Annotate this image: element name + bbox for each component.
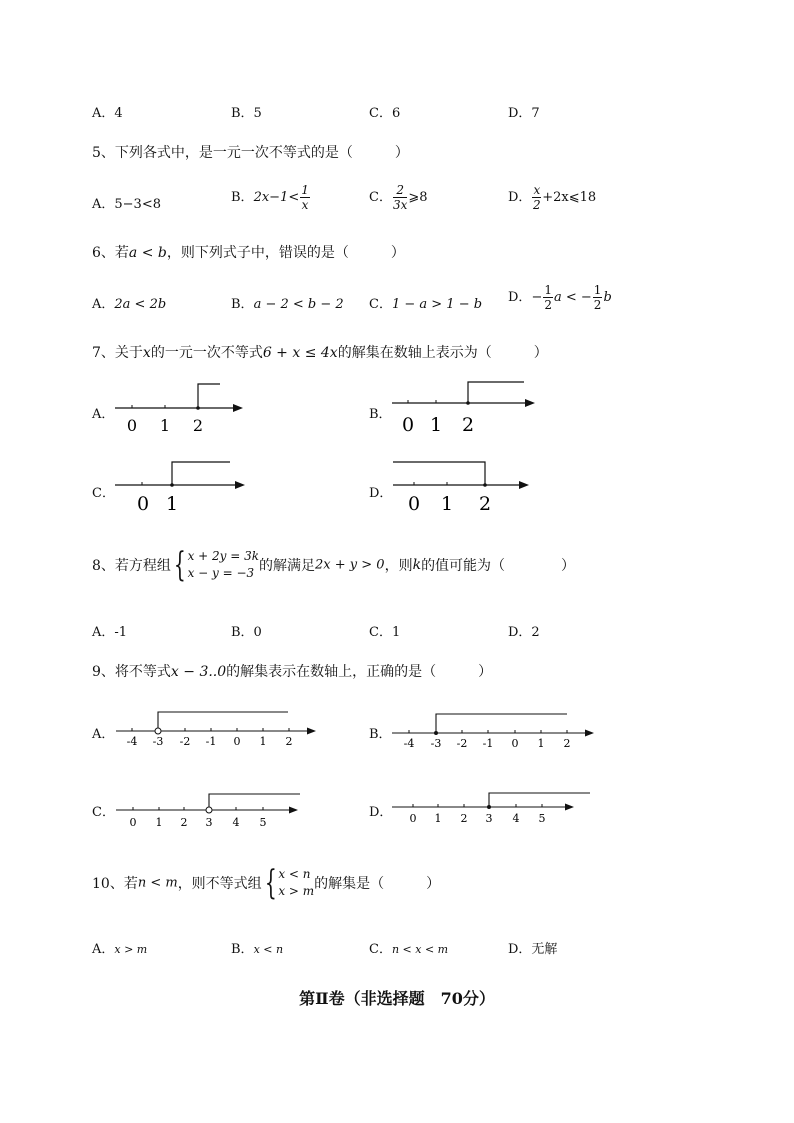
q7-stem: [92, 342, 548, 362]
q10-stem: [92, 863, 441, 903]
tick-label: 1: [165, 493, 179, 515]
q8-option-d: D．2: [508, 625, 540, 640]
q7-option-c-label: C．: [92, 486, 115, 501]
option-label: B．: [231, 942, 254, 957]
q7-number-line-c: [112, 456, 252, 516]
tick-label: 1: [155, 816, 163, 829]
option-label: B．: [231, 297, 254, 312]
option-label: A．: [92, 297, 115, 312]
q8-option-b: B．0: [231, 625, 262, 640]
fraction: [300, 184, 310, 211]
q5-option-b: [231, 184, 311, 211]
q10-option-b: [231, 938, 283, 957]
q8-option-c: C．1: [369, 625, 401, 640]
stem-expression: a < b: [128, 245, 167, 261]
tick-label: 2: [192, 416, 204, 435]
tick-label: 0: [233, 735, 241, 748]
option-label: C．: [369, 190, 392, 205]
fraction: [532, 184, 541, 211]
stem-text: 的解集表示在数轴上，正确的是（ ）: [226, 664, 493, 680]
tick-label: 2: [461, 414, 475, 436]
q10-option-d: D．无解: [508, 942, 558, 957]
stem-text: 的解集是（ ）: [314, 876, 441, 892]
q7-option-b-label: B．: [369, 407, 392, 422]
tick-label: -1: [205, 735, 217, 748]
tick-label: 2: [180, 816, 188, 829]
inequality: x < n: [278, 867, 311, 881]
stem-expression: x − 3..0: [170, 664, 227, 680]
stem-variable: k: [412, 557, 422, 573]
q9-number-line-d: [390, 788, 595, 832]
tick-label: -4: [403, 737, 415, 750]
tick-label: 1: [259, 735, 267, 748]
expression: +2x⩽18: [542, 190, 597, 205]
q9-stem: [92, 661, 492, 681]
q9-number-line-c: [112, 788, 312, 832]
stem-text: 的一元一次不等式: [150, 345, 263, 361]
tick-label: -3: [430, 737, 442, 750]
option-label: C．: [369, 297, 392, 312]
option-label: D．: [508, 290, 532, 305]
inequality: x > m: [278, 884, 315, 898]
tick-label: 0: [511, 737, 519, 750]
stem-text: 10、若: [92, 876, 138, 892]
q9-option-a-label: A．: [92, 727, 115, 742]
brace-icon: {: [264, 863, 277, 903]
q10-option-c: [369, 938, 448, 957]
denominator: 2: [593, 298, 602, 312]
q10-option-a: [92, 938, 147, 957]
expression: ⩾8: [408, 190, 428, 205]
q5-option-c: [369, 184, 428, 211]
inequality-system: [278, 866, 314, 900]
tick-label: 1: [159, 416, 171, 435]
tick-label: 0: [401, 414, 415, 436]
stem-text: 的值可能为（ ）: [421, 558, 576, 574]
q6-option-d: [508, 284, 612, 311]
q9-option-d-label: D．: [369, 805, 393, 820]
option-label: B．: [231, 190, 254, 205]
tick-label: 1: [537, 737, 545, 750]
q5-option-a: A．5−3<8: [92, 197, 161, 212]
q4-option-a: A．4: [92, 106, 123, 121]
numerator: 1: [593, 283, 602, 297]
q4-option-b: B．5: [231, 106, 262, 121]
denominator: 2: [544, 298, 552, 312]
tick-label: 5: [259, 816, 267, 829]
expression: x > m: [114, 943, 148, 956]
stem-expression: 6 + x ≤ 4x: [262, 345, 338, 361]
tick-label: 2: [460, 812, 468, 825]
tick-label: 4: [232, 816, 240, 829]
numerator: 2: [393, 184, 407, 198]
tick-label: 4: [512, 812, 520, 825]
tick-label: 2: [478, 493, 492, 515]
numerator: x: [533, 183, 541, 197]
expression: b: [603, 290, 612, 305]
q7-option-a-label: A．: [92, 407, 115, 422]
fraction: [543, 284, 553, 311]
stem-text: ，则不等式组: [177, 876, 262, 892]
expression: n < x < m: [391, 943, 449, 956]
equation: x − y = −3: [187, 566, 255, 580]
stem-text: ，则: [384, 558, 413, 574]
denominator: x: [301, 198, 309, 212]
numerator: 1: [301, 183, 309, 197]
q6-option-b: [231, 293, 344, 312]
q8-option-a: A．-1: [92, 625, 128, 640]
stem-text: 的解集在数轴上表示为（ ）: [337, 345, 548, 361]
option-label: D．: [508, 190, 532, 205]
tick-label: 0: [407, 493, 421, 515]
stem-text: 9、将不等式: [92, 664, 171, 680]
fraction: [593, 284, 603, 311]
stem-expression: 2x + y > 0: [315, 557, 385, 573]
q8-stem: [92, 545, 576, 585]
q9-option-b-label: B．: [369, 727, 392, 742]
q9-number-line-a: [112, 706, 322, 750]
equation-system: [188, 548, 259, 582]
option-label: C．: [369, 942, 392, 957]
tick-label: -2: [179, 735, 191, 748]
tick-label: -3: [152, 735, 164, 748]
expression: a − 2 < b − 2: [253, 297, 344, 312]
stem-text: 7、关于: [92, 345, 143, 361]
denominator: 2: [533, 198, 541, 212]
equation: x + 2y = 3k: [187, 549, 260, 563]
q5-stem: 5、下列各式中，是一元一次不等式的是（ ）: [92, 145, 409, 161]
expression: 1 − a > 1 − b: [391, 297, 483, 312]
q9-option-c-label: C．: [92, 805, 115, 820]
q4-option-d: D．7: [508, 106, 540, 121]
q6-option-a: [92, 293, 166, 312]
section-title: 第Ⅱ卷（非选择题 70分）: [299, 989, 495, 1008]
q5-option-d: [508, 184, 596, 211]
stem-text: ，则下列式子中，错误的是（ ）: [166, 245, 405, 261]
q6-option-c: [369, 293, 482, 312]
expression: 2a < 2b: [114, 297, 167, 312]
q7-number-line-b: [390, 376, 540, 438]
tick-label: -2: [456, 737, 468, 750]
tick-label: 0: [129, 816, 137, 829]
expression: −: [531, 290, 543, 305]
fraction: [393, 184, 407, 211]
q7-number-line-d: [390, 456, 535, 516]
q4-option-c: C．6: [369, 106, 401, 121]
stem-text: 8、若方程组: [92, 558, 171, 574]
tick-label: -1: [482, 737, 494, 750]
tick-label: 1: [440, 493, 454, 515]
q9-number-line-b: [390, 708, 600, 752]
option-label: A．: [92, 942, 115, 957]
stem-text: 6、若: [92, 245, 129, 261]
denominator: 3x: [392, 198, 408, 212]
tick-label: 3: [205, 816, 213, 829]
q6-stem: [92, 242, 405, 262]
tick-label: 2: [563, 737, 571, 750]
numerator: 1: [544, 283, 552, 297]
q7-number-line-a: [110, 378, 250, 438]
brace-icon: {: [173, 545, 186, 585]
expression: a < −: [553, 290, 592, 305]
tick-label: 5: [538, 812, 546, 825]
tick-label: 1: [434, 812, 442, 825]
expression: 2x−1<: [253, 190, 300, 205]
expression: x < n: [253, 943, 284, 956]
stem-expression: n < m: [137, 875, 178, 891]
stem-text: 的解满足: [259, 558, 316, 574]
tick-label: 2: [285, 735, 293, 748]
tick-label: 0: [126, 416, 138, 435]
tick-label: -4: [126, 735, 138, 748]
q7-option-d-label: D．: [369, 486, 393, 501]
tick-label: 1: [429, 414, 443, 436]
tick-label: 0: [409, 812, 417, 825]
stem-variable: x: [142, 345, 151, 361]
tick-label: 3: [485, 812, 493, 825]
tick-label: 0: [136, 493, 150, 515]
